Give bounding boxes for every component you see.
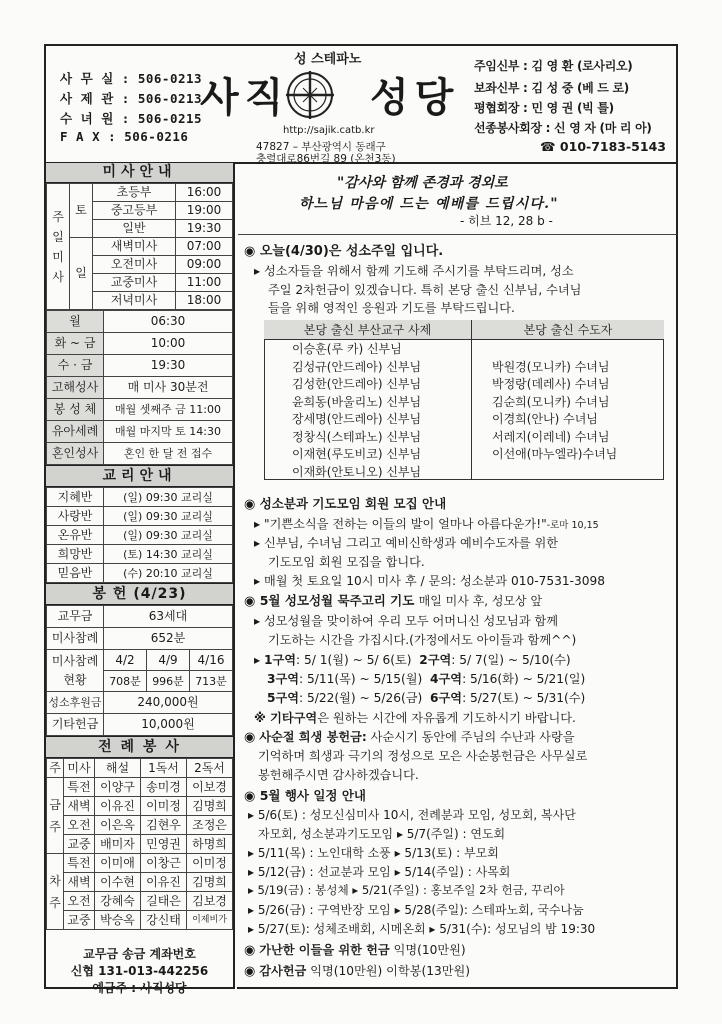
event-line: ▸ 5/27(토): 성체조배회, 시메온회 ▸ 5/31(수): 성모님의 밤 19:30	[248, 922, 596, 936]
bank-holder: 예금주 : 사직성당	[92, 981, 187, 995]
weekday-label: 고해성사	[47, 377, 104, 399]
table-row	[264, 428, 664, 446]
liturgy-heading: 전 례 봉 사	[46, 736, 233, 758]
weekday-value: 매월 셋째주 금 11:00	[104, 399, 233, 421]
table-row	[47, 650, 233, 671]
event-line: ▸ 5/12(금) : 선교분과 모임 ▸ 5/14(주일) : 사목회	[248, 865, 511, 879]
mass-name: 일반	[93, 220, 176, 238]
weekday-mass-table	[46, 310, 233, 465]
sister-name	[471, 463, 664, 481]
quote-line-2: 하느님 마음에 드는 예배를 드립시다."	[299, 196, 559, 212]
rosary-subtitle: 매일 미사 후, 성모상 앞	[418, 594, 543, 608]
left-column	[44, 163, 235, 995]
rosary-zone-row: 5구역: 5/22(월) ~ 5/26(금) 6구역: 5/27(토) ~ 5/31(수)	[267, 691, 586, 705]
class-time: (수) 20:10 교리실	[104, 564, 233, 583]
mass-slot: 새벽	[64, 797, 95, 816]
sister-name: 박원경(모니카) 수녀님	[491, 359, 610, 374]
table-row	[47, 545, 233, 564]
sister-name: 김순희(모니카) 수녀님	[491, 394, 610, 409]
table-row	[47, 797, 233, 816]
priest-name: 김성한(안드레아) 신부님	[264, 375, 471, 393]
commentator: 이은옥	[95, 816, 141, 835]
mass-name: 저녁미사	[93, 292, 176, 310]
column-header: 미사	[64, 759, 95, 778]
offering-value: 10,000원	[104, 714, 233, 736]
offering-label: 교무금	[47, 606, 104, 628]
rosary-zone-row: 3구역: 5/11(목) ~ 5/15(월) 4구역: 5/16(화) ~ 5/21(일)	[267, 672, 586, 686]
class-name: 희망반	[47, 545, 104, 564]
table-row	[47, 421, 233, 443]
quote-line-1: "감사와 함께 존경과 경외로	[337, 175, 508, 191]
table-row	[47, 377, 233, 399]
priest-name: 윤희동(바울리노) 신부님	[264, 393, 471, 411]
second-reader: 이미정	[187, 854, 233, 873]
contact-rectory: 사 제 관 : 506-0213	[60, 91, 203, 106]
table-row	[264, 340, 664, 358]
class-time: (일) 09:30 교리실	[104, 526, 233, 545]
class-time: (일) 09:30 교리실	[104, 507, 233, 526]
table-row	[264, 320, 664, 340]
attendance-date: 4/2	[104, 650, 147, 671]
prayer-text: ▸ 신부님, 수녀님 그리고 예비신학생과 예비수도자를 위한	[254, 536, 559, 550]
sister-name: 서레지(이레네) 수녀님	[491, 429, 610, 444]
table-row	[47, 816, 233, 835]
offering-label: 성소후원금	[47, 692, 104, 714]
sunday-mass-table	[46, 183, 233, 310]
catechism-heading: 교리안내	[46, 465, 233, 487]
table-row	[47, 184, 233, 202]
weekday-label: 수 · 금	[47, 355, 104, 377]
attendance-count: 996분	[147, 671, 190, 692]
priest-name: 김성규(안드레아) 신부님	[264, 358, 471, 376]
second-reader: 조정은	[187, 816, 233, 835]
column-header: 2독서	[187, 759, 233, 778]
bullet-icon: ◉	[244, 789, 256, 804]
bullet-icon: ◉	[244, 244, 256, 259]
contact-convent: 수 녀 원 : 506-0215	[60, 111, 203, 126]
address-line-2: 충렬대로86번길 89 (온천3동)	[256, 153, 396, 165]
first-reader: 민영권	[141, 835, 187, 854]
bullet-icon: ◉	[244, 730, 256, 745]
liturgy-table	[46, 758, 233, 930]
priest-name: 장세명(안드레아) 신부님	[264, 410, 471, 428]
class-name: 사랑반	[47, 507, 104, 526]
commentator: 박승옥	[95, 911, 141, 930]
church-logo-icon	[283, 68, 337, 122]
weekday-value: 혼인 한 달 전 접수	[104, 443, 233, 465]
vocation-title: ◉ 오늘(4/30)은 성소주일 입니다.	[244, 244, 444, 259]
second-reader: 김명희	[187, 873, 233, 892]
second-reader: 이보경	[187, 778, 233, 797]
table-row	[47, 238, 233, 256]
sunday-mass-label: 주 일 미 사	[47, 184, 70, 310]
table-row	[47, 911, 233, 930]
mass-heading: 미사안내	[46, 163, 233, 183]
staff-funeral-president: 선종봉사회장 : 신 영 자 (마 리 아)	[474, 121, 652, 135]
rosary-zone-row: ▸ 1구역: 5/ 1(월) ~ 5/ 6(토) 2구역: 5/ 7(일) ~ 5/10(수)	[254, 653, 571, 667]
table-row	[47, 759, 233, 778]
weekday-label: 혼인성사	[47, 443, 104, 465]
mass-name: 중고등부	[93, 202, 176, 220]
first-reader: 길태은	[141, 892, 187, 911]
table-row	[47, 835, 233, 854]
second-reader: 하명희	[187, 835, 233, 854]
table-row	[264, 375, 664, 393]
table-row	[47, 399, 233, 421]
attendance-count: 713분	[190, 671, 233, 692]
table-row	[47, 526, 233, 545]
table-row	[264, 358, 664, 376]
staff-assistant: 보좌신부 : 김 성 중 (베 드 로)	[474, 81, 629, 95]
rosary-title: ◉ 5월 성모성월 묵주고리 기도 매일 미사 후, 성모상 앞	[244, 593, 543, 609]
weekday-value: 매 미사 30분전	[104, 377, 233, 399]
parish-subtitle: 성 스테파노	[294, 52, 362, 67]
offering-label: 미사참례	[47, 628, 104, 650]
column-header: 주	[47, 759, 64, 778]
sister-name: 이경희(안나) 수녀님	[491, 412, 598, 427]
thanks-donation: ◉ 감사헌금 익명(10만원) 이학봉(13만원)	[244, 964, 471, 979]
attendance-date: 4/16	[190, 650, 233, 671]
next-week-label: 차 주	[47, 854, 64, 930]
offering-label: 기타헌금	[47, 714, 104, 736]
attendance-status-label	[47, 650, 104, 692]
table-row	[47, 778, 233, 797]
mass-name: 초등부	[93, 184, 176, 202]
commentator: 이유진	[95, 797, 141, 816]
contact-fax: F A X : 506-0216	[60, 129, 189, 144]
weekday-value: 매월 마지막 토 14:30	[104, 421, 233, 443]
title-seongdang: 성당	[370, 74, 460, 121]
rosary-note: ※ 기타구역은 원하는 시간에 자유롭게 기도하시기 바랍니다.	[254, 711, 576, 725]
mass-time: 16:00	[176, 184, 233, 202]
table-row	[47, 333, 233, 355]
second-reader: 김명희	[187, 797, 233, 816]
table-row	[47, 854, 233, 873]
attendance-date: 4/9	[147, 650, 190, 671]
first-reader: 강신태	[141, 911, 187, 930]
sister-name: 박정랑(데레사) 수녀님	[491, 377, 610, 392]
prayer-text: ▸ 매월 첫 토요일 10시 미사 후 / 문의: 성소분과 010-7531-3098	[254, 574, 606, 588]
event-line: ▸ 5/26(금) : 구역반장 모임 ▸ 5/28(주일): 스테파노회, 국수나눔	[248, 903, 584, 917]
commentator: 강혜숙	[95, 892, 141, 911]
bullet-icon: ◉	[244, 497, 256, 512]
sisters-header: 본당 출신 수도자	[471, 320, 664, 340]
mass-slot: 특전	[64, 854, 95, 873]
title-sajik: 사직	[200, 74, 290, 121]
priest-name: 이재현(루도비코) 신부님	[264, 445, 471, 463]
saturday-label: 토	[70, 184, 93, 238]
first-reader: 이유진	[141, 873, 187, 892]
table-row	[47, 488, 233, 507]
column-header: 1독서	[141, 759, 187, 778]
mass-slot: 오전	[64, 816, 95, 835]
bank-title: 교무금 송금 계좌번호	[83, 947, 196, 961]
poor-donation: ◉ 가난한 이들을 위한 헌금 익명(10만원)	[244, 943, 466, 958]
weekday-value: 06:30	[104, 311, 233, 333]
lent-offering: ◉ 사순절 희생 봉헌금: 사순시기 동안에 주님의 수난과 사랑을	[244, 730, 575, 745]
rosary-text: ▸ 성모성월을 맞이하여 우리 모두 어머니신 성모님과 함께	[254, 614, 559, 628]
catechism-table	[46, 487, 233, 583]
table-row	[264, 463, 664, 481]
priest-name: 이재화(안토니오) 신부님	[264, 463, 471, 481]
bank-account: 신협 131-013-442256	[70, 964, 209, 978]
vocation-text: 주일 2차헌금이 있겠습니다. 특히 본당 출신 신부님, 수녀님	[268, 283, 582, 297]
priest-name: 정창식(스테파노) 신부님	[264, 428, 471, 446]
weekday-label: 유아세례	[47, 421, 104, 443]
mass-slot: 특전	[64, 778, 95, 797]
table-row	[264, 393, 664, 411]
prayer-group-title: ◉ 성소분과 기도모임 회원 모집 안내	[244, 496, 447, 512]
bullet-icon: ◉	[244, 594, 256, 609]
offering-value: 652분	[104, 628, 233, 650]
commentator: 이수현	[95, 873, 141, 892]
this-week-label: 금 주	[47, 778, 64, 854]
address-line-1: 47827 – 부산광역시 동래구	[256, 141, 386, 153]
offering-value: 240,000원	[104, 692, 233, 714]
table-row	[47, 873, 233, 892]
table-row	[47, 692, 233, 714]
mass-time: 07:00	[176, 238, 233, 256]
mass-name: 교중미사	[93, 274, 176, 292]
offering-value: 63세대	[104, 606, 233, 628]
first-reader: 이창근	[141, 854, 187, 873]
lent-text: 기억하며 희생과 극기의 정성으로 모은 사순봉헌금은 사무실로	[258, 749, 588, 763]
sunday-day-label: 일	[70, 238, 93, 310]
first-reader: 이미정	[141, 797, 187, 816]
class-time: (일) 09:30 교리실	[104, 488, 233, 507]
website-link[interactable]: http://sajik.catb.kr	[283, 125, 375, 136]
table-row	[47, 892, 233, 911]
table-row	[47, 564, 233, 583]
contact-office: 사 무 실 : 506-0213	[60, 71, 203, 86]
sister-name	[471, 340, 664, 358]
lent-text: 봉헌해주시면 감사하겠습니다.	[258, 768, 419, 782]
rosary-text: 기도하는 시간을 가집시다.(가정에서도 아이들과 함께^^)	[268, 633, 577, 647]
first-reader: 김현우	[141, 816, 187, 835]
first-reader: 송미경	[141, 778, 187, 797]
table-row	[47, 507, 233, 526]
status-label-line: 현황	[63, 672, 87, 687]
table-row	[47, 714, 233, 736]
may-events-title: ◉ 5월 행사 일정 안내	[244, 788, 366, 804]
prayer-reference: -로마 10,15	[546, 520, 599, 531]
bank-info	[46, 946, 233, 997]
mass-name: 오전미사	[93, 256, 176, 274]
second-reader: 김보경	[187, 892, 233, 911]
commentator: 이미애	[95, 854, 141, 873]
table-row	[47, 606, 233, 628]
weekday-label: 월	[47, 311, 104, 333]
table-row	[47, 443, 233, 465]
class-time: (토) 14:30 교리실	[104, 545, 233, 564]
weekday-value: 19:30	[104, 355, 233, 377]
weekday-label: 봉 성 체	[47, 399, 104, 421]
commentator: 배미자	[95, 835, 141, 854]
event-line: 자모회, 성소분과기도모임 ▸ 5/7(주일) : 연도회	[258, 827, 506, 841]
weekday-value: 10:00	[104, 333, 233, 355]
class-name: 지혜반	[47, 488, 104, 507]
clergy-table	[264, 320, 664, 480]
column-header: 해설	[95, 759, 141, 778]
mass-time: 11:00	[176, 274, 233, 292]
priests-header: 본당 출신 부산교구 사제	[264, 320, 471, 340]
table-row	[264, 410, 664, 428]
mass-time: 09:00	[176, 256, 233, 274]
mass-slot: 오전	[64, 892, 95, 911]
phone-number: ☎ 010-7183-5143	[540, 139, 666, 154]
bullet-icon: ◉	[244, 964, 256, 979]
table-row	[47, 628, 233, 650]
mass-time: 19:30	[176, 220, 233, 238]
table-row	[47, 355, 233, 377]
vocation-text: 들을 위해 영적인 응원과 기도를 부탁드립니다.	[268, 301, 515, 315]
table-row	[264, 445, 664, 463]
prayer-text: 기도모임 회원 모집을 합니다.	[268, 555, 425, 569]
weekday-label: 화 ~ 금	[47, 333, 104, 355]
quote-reference: - 히브 12, 28 b -	[460, 214, 553, 228]
class-name: 온유반	[47, 526, 104, 545]
mass-slot: 교중	[64, 835, 95, 854]
class-name: 믿음반	[47, 564, 104, 583]
mass-name: 새벽미사	[93, 238, 176, 256]
priest-name: 이승훈(루 카) 신부님	[264, 340, 471, 358]
mass-slot: 새벽	[64, 873, 95, 892]
mass-time: 19:00	[176, 202, 233, 220]
staff-pastor: 주임신부 : 김 영 환 (로사리오)	[474, 59, 633, 73]
second-reader: 이제비가	[187, 911, 233, 930]
commentator: 이양구	[95, 778, 141, 797]
bullet-icon: ◉	[244, 943, 256, 958]
attendance-count: 708분	[104, 671, 147, 692]
status-label-line: 미사참례	[51, 653, 99, 668]
staff-council-president: 평협회장 : 민 영 권 (빅 틀)	[474, 101, 614, 115]
event-line: ▸ 5/6(토) : 성모신심미사 10시, 전례분과 모임, 성모회, 복사단	[248, 808, 576, 822]
divider	[238, 234, 677, 235]
table-row	[47, 311, 233, 333]
offering-table	[46, 605, 233, 736]
sister-name: 이선애(마누엘라)수녀님	[491, 447, 618, 462]
event-line: ▸ 5/19(금) : 봉성체 ▸ 5/21(주일) : 홍보주일 2차 헌금, 꾸리아	[248, 883, 565, 897]
vocation-text: ▸ 성소자들을 위해서 함께 기도해 주시기를 부탁드리며, 성소	[254, 264, 574, 278]
prayer-text: ▸ "기쁜소식을 전하는 이들의 발이 얼마나 아름다운가!"-로마 10,15	[254, 517, 599, 531]
offering-heading: 봉 헌 (4/23)	[46, 583, 233, 605]
mass-slot: 교중	[64, 911, 95, 930]
mass-time: 18:00	[176, 292, 233, 310]
scripture-quote	[262, 167, 662, 229]
event-line: ▸ 5/11(목) : 노인대학 소풍 ▸ 5/13(토) : 부모회	[248, 846, 499, 860]
